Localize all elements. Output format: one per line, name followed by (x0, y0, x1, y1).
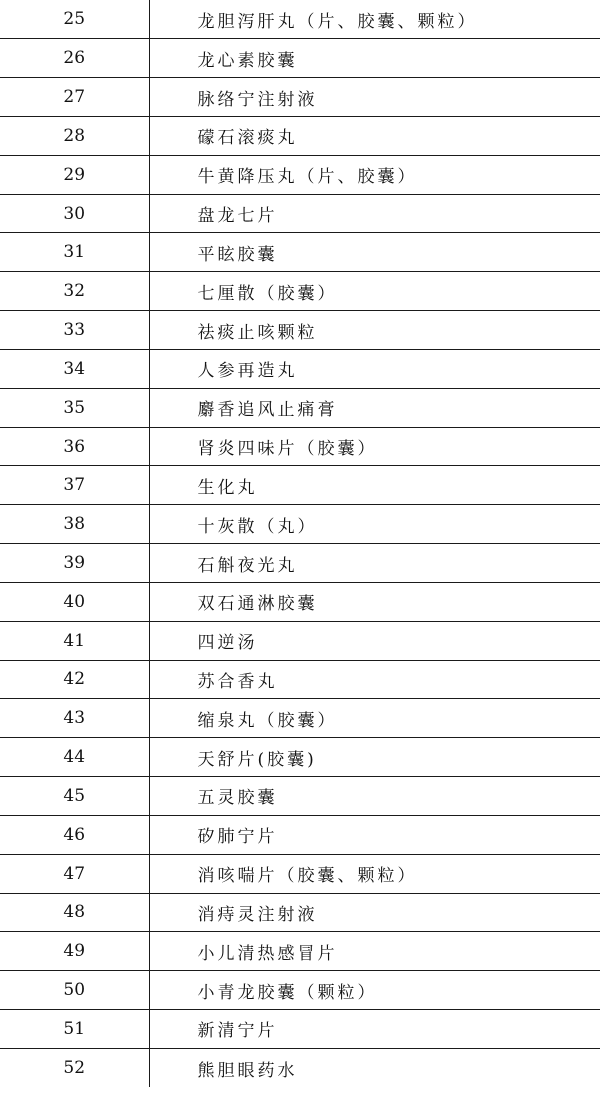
drug-name-cell: 消咳喘片（胶囊、颗粒） (149, 854, 600, 893)
row-number-cell: 34 (0, 349, 149, 388)
table-row (0, 738, 600, 777)
table-row (0, 78, 600, 117)
row-number-cell: 48 (0, 893, 149, 932)
drug-name-cell: 脉络宁注射液 (149, 78, 600, 117)
drug-name-cell: 人参再造丸 (149, 349, 600, 388)
drug-name-cell: 龙胆泻肝丸（片、胶囊、颗粒） (149, 0, 600, 39)
table-row (0, 854, 600, 893)
table-row (0, 39, 600, 78)
row-number-cell: 31 (0, 233, 149, 272)
row-number-cell: 43 (0, 699, 149, 738)
table-row (0, 777, 600, 816)
table-row (0, 932, 600, 971)
table-row (0, 311, 600, 350)
table-row (0, 427, 600, 466)
row-number-cell: 38 (0, 505, 149, 544)
drug-name-cell: 天舒片(胶囊) (149, 738, 600, 777)
drug-name-cell: 新清宁片 (149, 1010, 600, 1049)
drug-name-cell: 礞石滚痰丸 (149, 116, 600, 155)
row-number-cell: 52 (0, 1048, 149, 1087)
drug-name-cell: 十灰散（丸） (149, 505, 600, 544)
table-row (0, 194, 600, 233)
row-number-cell: 41 (0, 621, 149, 660)
row-number-cell: 30 (0, 194, 149, 233)
row-number-cell: 42 (0, 660, 149, 699)
drug-name-cell: 牛黄降压丸（片、胶囊） (149, 155, 600, 194)
row-number-cell: 50 (0, 971, 149, 1010)
drug-name-cell: 七厘散（胶囊） (149, 272, 600, 311)
row-number-cell: 45 (0, 777, 149, 816)
table-row (0, 1010, 600, 1049)
row-number-cell: 47 (0, 854, 149, 893)
drug-name-cell: 石斛夜光丸 (149, 544, 600, 583)
table-row (0, 582, 600, 621)
table-row (0, 505, 600, 544)
row-number-cell: 39 (0, 544, 149, 583)
row-number-cell: 46 (0, 815, 149, 854)
drug-name-cell: 苏合香丸 (149, 660, 600, 699)
drug-name-cell: 平眩胶囊 (149, 233, 600, 272)
table-row (0, 116, 600, 155)
drug-name-cell: 小青龙胶囊（颗粒） (149, 971, 600, 1010)
table-row (0, 0, 600, 39)
drug-name-cell: 祛痰止咳颗粒 (149, 311, 600, 350)
table-row (0, 699, 600, 738)
row-number-cell: 35 (0, 388, 149, 427)
row-number-cell: 37 (0, 466, 149, 505)
row-number-cell: 44 (0, 738, 149, 777)
table-row (0, 815, 600, 854)
drug-name-cell: 龙心素胶囊 (149, 39, 600, 78)
drug-name-cell: 四逆汤 (149, 621, 600, 660)
table-row (0, 971, 600, 1010)
drug-name-cell: 肾炎四味片（胶囊） (149, 427, 600, 466)
row-number-cell: 28 (0, 116, 149, 155)
row-number-cell: 29 (0, 155, 149, 194)
table-row (0, 1048, 600, 1087)
table-row (0, 155, 600, 194)
drug-name-cell: 缩泉丸（胶囊） (149, 699, 600, 738)
table-row (0, 388, 600, 427)
drug-name-cell: 盘龙七片 (149, 194, 600, 233)
drug-name-cell: 消痔灵注射液 (149, 893, 600, 932)
row-number-cell: 32 (0, 272, 149, 311)
row-number-cell: 26 (0, 39, 149, 78)
drug-name-cell: 麝香追风止痛膏 (149, 388, 600, 427)
row-number-cell: 27 (0, 78, 149, 117)
row-number-cell: 51 (0, 1010, 149, 1049)
table-row (0, 893, 600, 932)
table-row (0, 621, 600, 660)
drug-name-cell: 五灵胶囊 (149, 777, 600, 816)
row-number-cell: 49 (0, 932, 149, 971)
table-row (0, 272, 600, 311)
table-row (0, 466, 600, 505)
row-number-cell: 40 (0, 582, 149, 621)
drug-name-cell: 矽肺宁片 (149, 815, 600, 854)
drug-name-cell: 熊胆眼药水 (149, 1048, 600, 1087)
table-row (0, 660, 600, 699)
drug-name-cell: 生化丸 (149, 466, 600, 505)
row-number-cell: 33 (0, 311, 149, 350)
drug-name-cell: 双石通淋胶囊 (149, 582, 600, 621)
table-row (0, 544, 600, 583)
table-row (0, 349, 600, 388)
table-row (0, 233, 600, 272)
row-number-cell: 25 (0, 0, 149, 39)
drug-name-cell: 小儿清热感冒片 (149, 932, 600, 971)
row-number-cell: 36 (0, 427, 149, 466)
